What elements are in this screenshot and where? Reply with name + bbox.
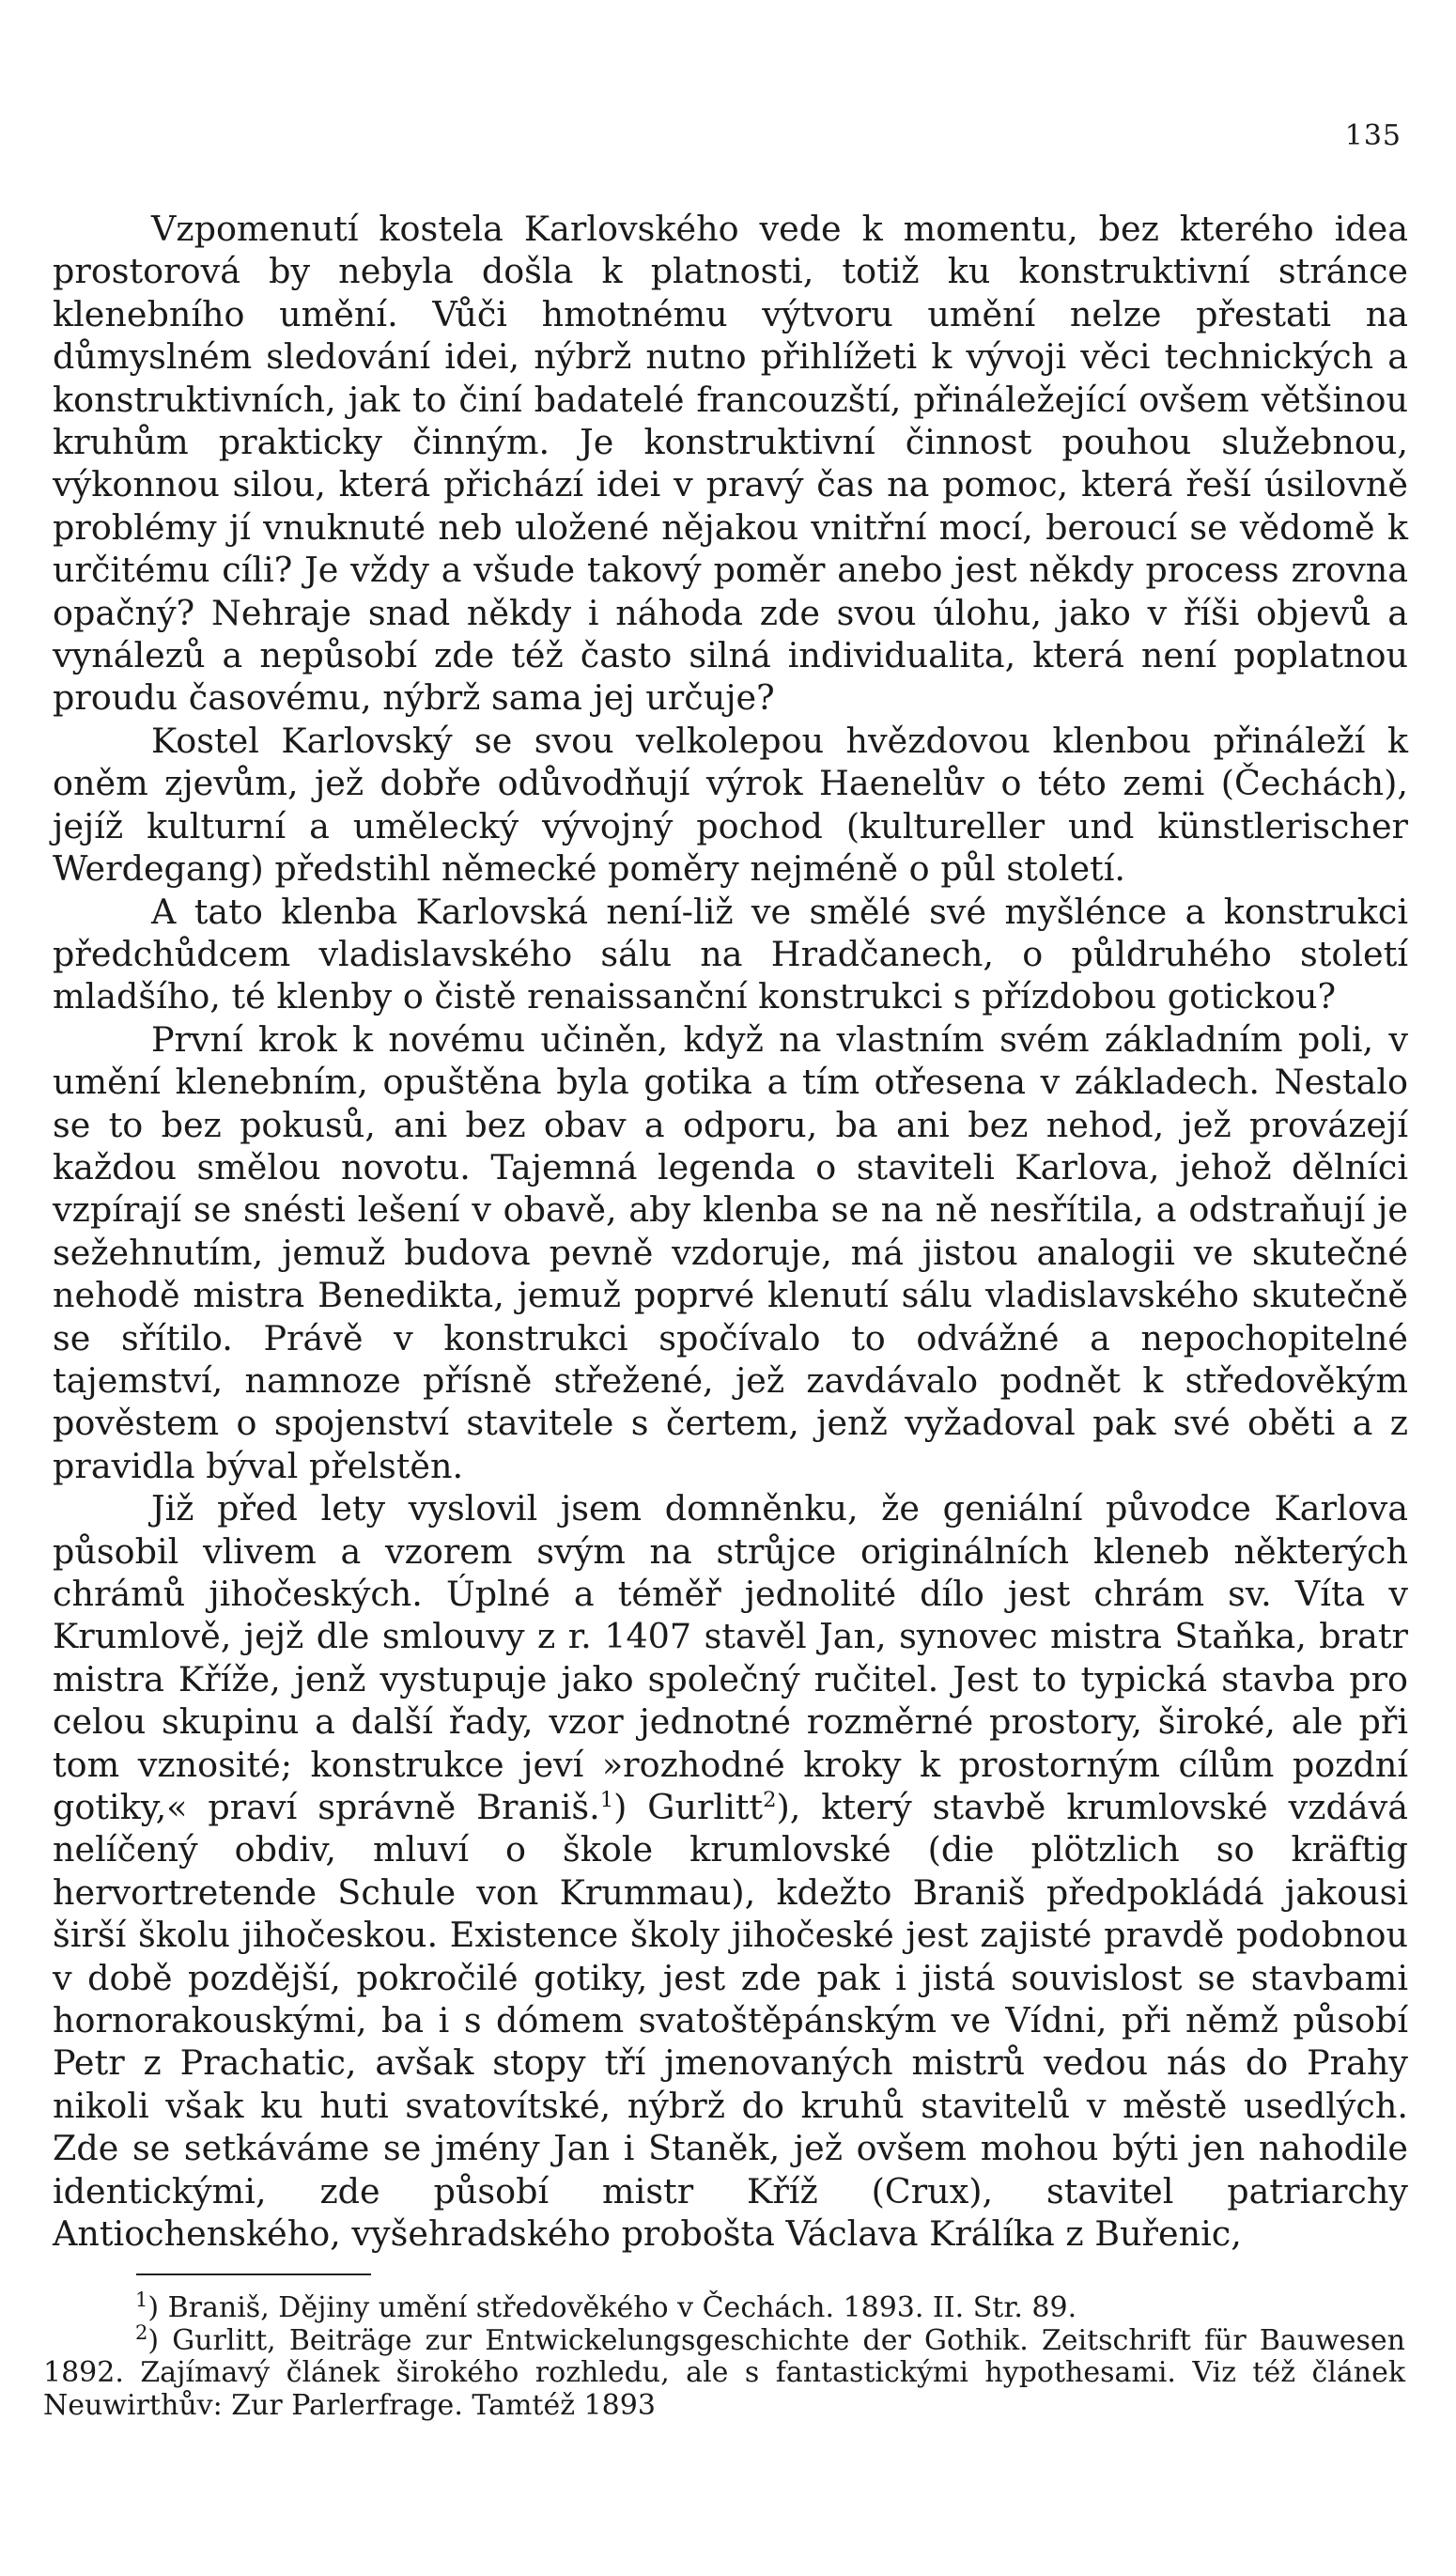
paragraph-text: Již před lety vyslovil jsem domněnku, že geniální původce Karlova působil vlivem a vzorem svým na strůjce originálních kleneb některých chrámů jihočeských. Úplné a téměř jednolité dílo jest chrám sv. Víta v Krumlově, jejž dle smlouvy z r. 1407 stavěl Jan, synovec mistra Staňka, bratr mistra Kříže, jenž vystupuje jako společný ručitel. Jest to typická stavba pro celou skupinu a další řady, vzor jednotné rozměrné prostory, široké, ale při tom vznosité; konstrukce jeví »rozhodné kroky k prostorným cílům pozdní gotiky,« praví správně Braniš. xyxy=(53,1488,1408,1828)
paragraph: První krok k novému učiněn, když na vlastním svém základním poli, v umění klenebním, opuštěna byla gotika a tím otřesena v základech. Nestalo se to bez pokusů, ani bez obav a odporu, ba ani bez nehod, jež provázejí každou smělou novotu. Tajemná legenda o staviteli Karlova, jehož dělníci vzpírají se snésti lešení v obavě, aby klenba se na ně nesřítila, a odstraňují je sežehnutím, jemuž budova pevně vzdoruje, má jistou analogii ve skutečné nehodě mistra Benedikta, jemuž poprvé klenutí sálu vladislavského skutečně se sřítilo. Právě v konstrukci spočívalo to odvážné a nepochopitelné tajemství, namnoze přísně střežené, jež zavdávalo podnět k středověkým pověstem o spojenství stavitele s čertem, jenž vyžadoval pak své oběti a z pravidla býval přelstěn. xyxy=(53,1018,1408,1486)
footnote-text: ) Gurlitt, Beiträge zur Entwickelungsgeschichte der Gothik. Zeitschrift für Bauwesen 1892. Zajímavý článek širokého rozhledu, ale s fantastickými hypothesami. Viz též článek Neuwirthův: Zur Parlerfrage. Tamtéž 1893 xyxy=(43,2323,1405,2422)
footnote-text: ) Braniš, Dějiny umění středověkého v Čechách. 1893. II. Str. 89. xyxy=(147,2291,1077,2324)
footnote xyxy=(43,2320,1405,2423)
paragraph xyxy=(53,1487,1408,2255)
paragraph: Vzpomenutí kostela Karlovského vede k momentu, bez kterého idea prostorová by nebyla došla k platnosti, totiž ku konstruktivní stránce klenebního umění. Vůči hmotnému výtvoru umění nelze přestati na důmyslném sledování idei, nýbrž nutno přihlížeti k vývoji věci technických a konstruktivních, jak to činí badatelé francouzští, přináležející ovšem většinou kruhům prakticky činným. Je konstruktivní činnost pouhou služebnou, výkonnou silou, která přichází idei v pravý čas na pomoc, která řeší úsilovně problémy jí vnuknuté neb uložené nějakou vnitřní mocí, beroucí se vědomě k určitému cíli? Je vždy a všude takový poměr anebo jest někdy process zrovna opačný? Nehraje snad někdy i náhoda zde svou úlohu, jako v říši objevů a vynálezů a nepůsobí zde též často silná individualita, která není poplatnou proudu časovému, nýbrž sama jej určuje? xyxy=(53,209,1408,719)
paragraph-text: ) Gurlitt xyxy=(613,1787,764,1828)
paragraph: Kostel Karlovský se svou velkolepou hvězdovou klenbou přináleží k oněm zjevům, jež dobře odůvodňují výrok Haenelův o této zemi (Čechách), jejíž kulturní a umělecký vývojný pochod (kultureller und künstlerischer Werdegang) předstihl německé poměry nejméně o půl století. xyxy=(53,720,1408,890)
footnote xyxy=(43,2289,1405,2325)
footnote-mark: 2 xyxy=(135,2320,148,2344)
footnote-ref: 1 xyxy=(599,1787,614,1812)
footnote-mark: 1 xyxy=(135,2289,148,2311)
paragraph: A tato klenba Karlovská není-liž ve smělé své myšlénce a konstrukci předchůdcem vladislavského sálu na Hradčanech, o půldruhého století mladšího, té klenby o čistě renaissanční konstrukci s přízdobou gotickou? xyxy=(53,891,1408,1017)
footnotes xyxy=(43,2289,1405,2422)
footnote-ref: 2 xyxy=(763,1787,777,1812)
body-text xyxy=(53,208,1408,2256)
footnote-divider xyxy=(136,2273,371,2275)
page-number: 135 xyxy=(1344,119,1402,152)
paragraph-text: ), který stavbě krumlovské vzdává nelíčený obdiv, mluví o škole krumlovské (die plötzlich so kräftig hervortretende Schule von Krummau), kdežto Braniš předpokládá jakousi širší školu jihočeskou. Existence školy jihočeské jest zajisté pravdě podobnou v době pozdější, pokročilé gotiky, jest zde pak i jistá souvislost se stavbami hornorakouskými, ba i s dómem svatoštěpánským ve Vídni, při němž působí Petr z Prachatic, avšak stopy tří jmenovaných mistrů vedou nás do Prahy nikoli však ku huti svatovítské, nýbrž do kruhů stavitelů v městě usedlých. Zde se setkáváme se jmény Jan i Staněk, jež ovšem mohou býti jen nahodile identickými, zde působí mistr Kříž (Crux), stavitel patriarchy Antiochenského, vyšehradského probošta Václava Králíka z Buřenic, xyxy=(53,1787,1409,2255)
